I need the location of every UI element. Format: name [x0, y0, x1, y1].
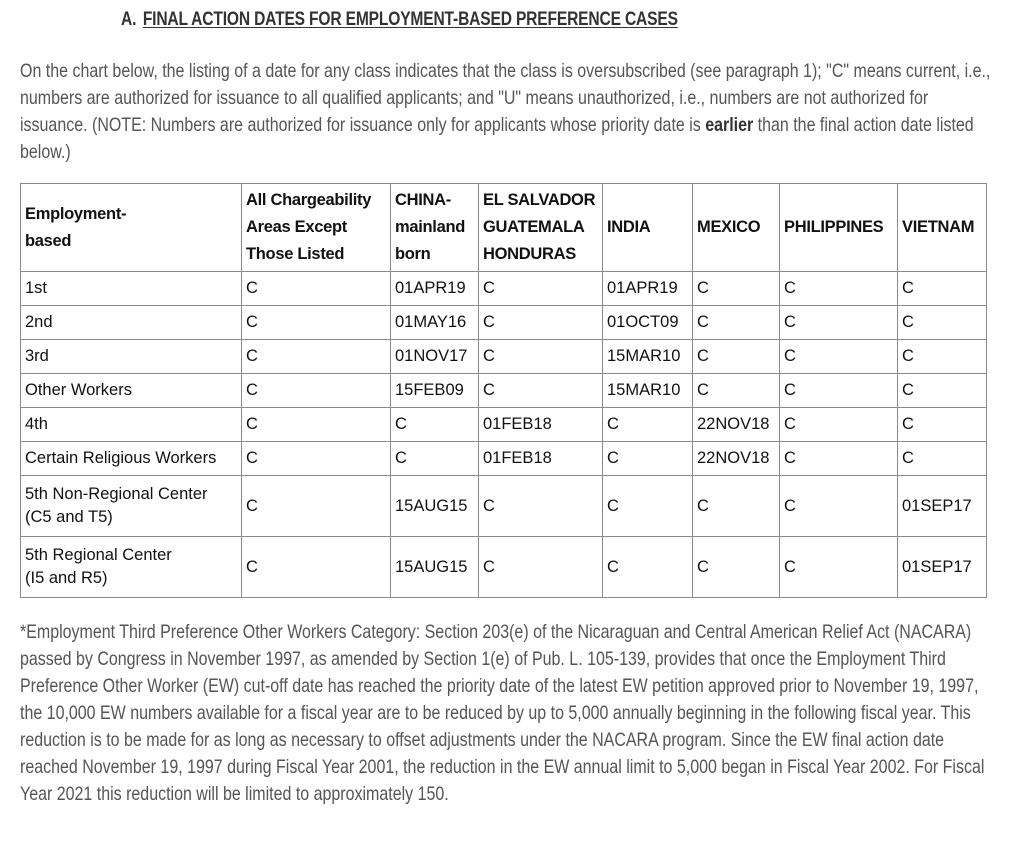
header-employment-based: Employment- based	[21, 184, 242, 272]
table-cell: C	[242, 537, 391, 598]
row-category-label: 3rd	[21, 340, 242, 374]
table-cell: C	[780, 537, 898, 598]
header-all-chargeability: All Chargeability Areas Except Those Listed	[242, 184, 391, 272]
table-cell: C	[242, 442, 391, 476]
table-cell: 01FEB18	[479, 408, 603, 442]
table-row	[21, 476, 987, 537]
row-category-label: 2nd	[21, 306, 242, 340]
table-cell: C	[780, 374, 898, 408]
row-category-label: 1st	[21, 272, 242, 306]
table-cell: 01APR19	[603, 272, 693, 306]
intro-bold-earlier: earlier	[705, 114, 754, 136]
table-cell: C	[603, 408, 693, 442]
table-cell: C	[693, 374, 780, 408]
section-prefix: A.	[121, 9, 137, 30]
table-cell: 01OCT09	[603, 306, 693, 340]
table-row	[21, 306, 987, 340]
table-cell: 15AUG15	[391, 476, 479, 537]
table-cell: C	[780, 408, 898, 442]
table-cell: C	[242, 374, 391, 408]
table-cell: C	[242, 272, 391, 306]
table-cell: 22NOV18	[693, 408, 780, 442]
row-category-label: 5th Regional Center (I5 and R5)	[21, 537, 242, 598]
intro-text: On the chart below, the listing of a date for any class indicates that the class is oversubscribed (see paragraph 1); "C" means current, i.e., numbers are authorized for issuance to all qualified applicants; and "U" means unauthorized, i.e., numbers are not authorized for issuance. (NOTE: Numbers are authorized for issuance only for applicants whose priority date is	[20, 60, 991, 136]
row-category-label: 4th	[21, 408, 242, 442]
table-cell: 01SEP17	[898, 476, 987, 537]
intro-text-end: than the final action date listed below.)	[20, 114, 974, 163]
row-category-label: Other Workers	[21, 374, 242, 408]
table-cell: C	[603, 537, 693, 598]
table-row	[21, 408, 987, 442]
header-philippines: PHILIPPINES	[780, 184, 898, 272]
header-india: INDIA	[603, 184, 693, 272]
table-cell: C	[242, 476, 391, 537]
table-cell: C	[780, 272, 898, 306]
table-cell: C	[603, 476, 693, 537]
table-cell: 15AUG15	[391, 537, 479, 598]
header-vietnam: VIETNAM	[898, 184, 987, 272]
table-cell: C	[242, 340, 391, 374]
section-title	[121, 9, 678, 31]
header-el-salvador-guatemala-honduras: EL SALVADOR GUATEMALA HONDURAS	[479, 184, 603, 272]
table-cell: C	[898, 306, 987, 340]
table-cell: C	[479, 476, 603, 537]
table-cell: C	[479, 306, 603, 340]
table-cell: 01APR19	[391, 272, 479, 306]
table-row	[21, 537, 987, 598]
table-cell: 01MAY16	[391, 306, 479, 340]
table-cell: C	[242, 306, 391, 340]
table-cell: C	[693, 340, 780, 374]
table-cell: 15MAR10	[603, 340, 693, 374]
table-cell: C	[780, 476, 898, 537]
table-cell: C	[693, 272, 780, 306]
table-row	[21, 340, 987, 374]
table-cell: C	[693, 537, 780, 598]
table-cell: C	[391, 408, 479, 442]
table-cell: C	[479, 340, 603, 374]
header-china: CHINA- mainland born	[391, 184, 479, 272]
table-cell: C	[898, 272, 987, 306]
table-cell: C	[693, 306, 780, 340]
final-action-dates-table	[20, 183, 987, 598]
header-mexico: MEXICO	[693, 184, 780, 272]
table-cell: C	[479, 537, 603, 598]
table-cell: 15FEB09	[391, 374, 479, 408]
table-cell: C	[898, 374, 987, 408]
table-cell: C	[479, 272, 603, 306]
table-cell: C	[780, 306, 898, 340]
section-heading: FINAL ACTION DATES FOR EMPLOYMENT-BASED PREFERENCE CASES	[142, 9, 678, 30]
table-cell: C	[898, 340, 987, 374]
table-cell: C	[391, 442, 479, 476]
table-header-row	[21, 184, 987, 272]
table-row	[21, 442, 987, 476]
intro-paragraph	[20, 58, 996, 166]
table-cell: 01SEP17	[898, 537, 987, 598]
table-cell: C	[780, 340, 898, 374]
table-row	[21, 272, 987, 306]
table-cell: 15MAR10	[603, 374, 693, 408]
table-cell: 01NOV17	[391, 340, 479, 374]
table-cell: C	[479, 374, 603, 408]
table-row	[21, 374, 987, 408]
table-cell: C	[693, 476, 780, 537]
row-category-label: Certain Religious Workers	[21, 442, 242, 476]
table-cell: C	[242, 408, 391, 442]
table-cell: C	[898, 408, 987, 442]
table-cell: 01FEB18	[479, 442, 603, 476]
row-category-label: 5th Non-Regional Center (C5 and T5)	[21, 476, 242, 537]
table-body	[21, 272, 987, 598]
table-cell: C	[780, 442, 898, 476]
table-cell: C	[603, 442, 693, 476]
table-cell: C	[898, 442, 987, 476]
table-cell: 22NOV18	[693, 442, 780, 476]
footnote-paragraph: *Employment Third Preference Other Workers Category: Section 203(e) of the Nicaraguan and Central American Relief Act (NACARA) passed by Congress in November 1997, as amended by Section 1(e) of Pub. L. 105-139, provides that once the Employment Third Preference Other Worker (EW) cut-off date has reached the priority date of the latest EW petition approved prior to November 19, 1997, the 10,000 EW numbers available for a fiscal year are to be reduced by up to 5,000 annually beginning in the following fiscal year. This reduction is to be made for as long as necessary to offset adjustments under the NACARA program. Since the EW final action date reached November 19, 1997 during Fiscal Year 2001, the reduction in the EW annual limit to 5,000 began in Fiscal Year 2002. For Fiscal Year 2021 this reduction will be limited to approximately 150.	[20, 621, 985, 805]
